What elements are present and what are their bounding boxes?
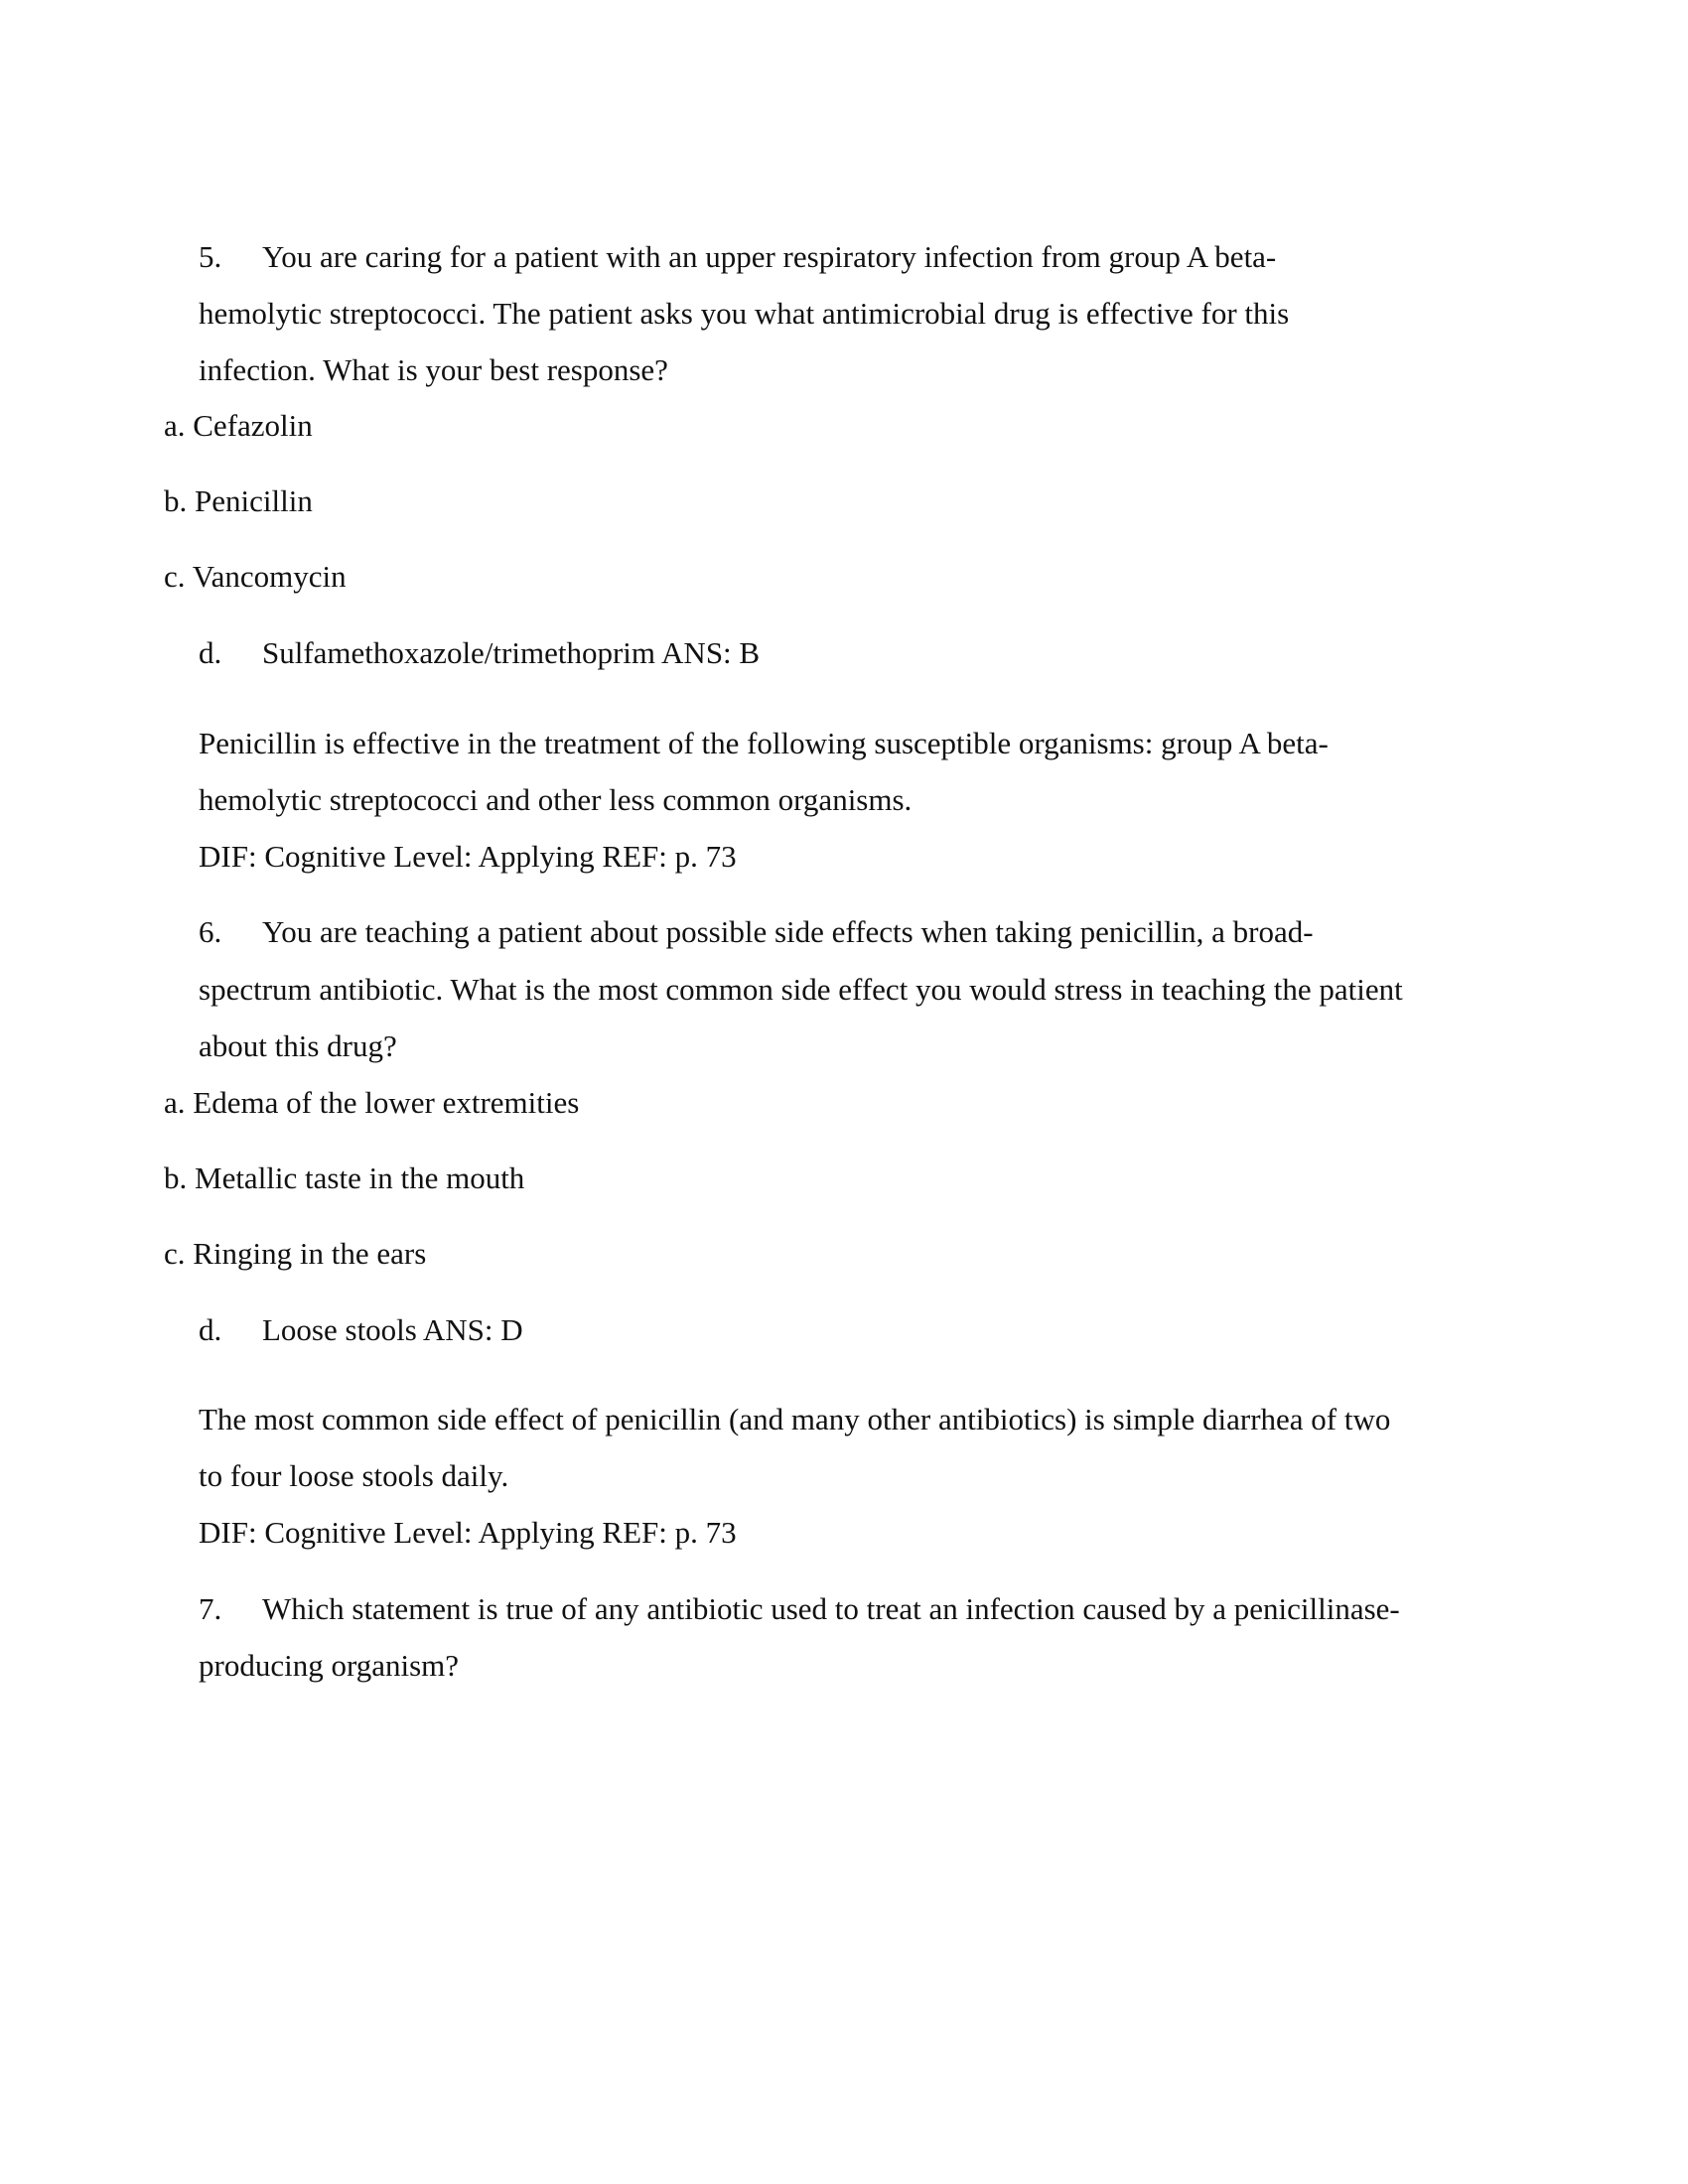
question-6-number: 6. [199, 914, 222, 949]
question-5-stem-line-2: hemolytic streptococci. The patient asks you what antimicrobial drug is effective for this [199, 296, 1290, 331]
question-5-option-c: c. Vancomycin [164, 559, 347, 594]
question-5-stem-line-3: infection. What is your best response? [199, 352, 668, 387]
question-6-rationale-line-2: to four loose stools daily. [199, 1458, 509, 1493]
question-5-rationale-line-1: Penicillin is effective in the treatment of the following susceptible organisms: group A beta- [199, 726, 1329, 760]
question-6-option-c: c. Ringing in the ears [164, 1236, 427, 1271]
question-5-option-d [199, 637, 760, 668]
question-7-stem-line-1 [199, 1593, 1400, 1624]
question-5-stem-text: You are caring for a patient with an upper respiratory infection from group A beta- [262, 239, 1277, 274]
question-5-option-b: b. Penicillin [164, 483, 313, 518]
question-6-dif-ref: DIF: Cognitive Level: Applying REF: p. 73 [199, 1515, 737, 1550]
question-6-rationale-line-1: The most common side effect of penicillin (and many other antibiotics) is simple diarrhea of two [199, 1402, 1391, 1436]
question-6-stem-text: You are teaching a patient about possible side effects when taking penicillin, a broad- [262, 914, 1314, 949]
question-6-stem-line-1 [199, 916, 1314, 947]
question-6-option-b: b. Metallic taste in the mouth [164, 1160, 525, 1195]
question-5-number: 5. [199, 239, 222, 274]
question-6-stem-line-2: spectrum antibiotic. What is the most common side effect you would stress in teaching the patient [199, 972, 1403, 1007]
question-7-stem-line-2: producing organism? [199, 1648, 460, 1683]
question-6-option-d-letter: d. [199, 1312, 222, 1347]
question-6-option-a: a. Edema of the lower extremities [164, 1085, 580, 1120]
question-6-stem-line-3: about this drug? [199, 1028, 397, 1063]
question-5-option-d-text: Sulfamethoxazole/trimethoprim ANS: B [262, 635, 761, 670]
question-5-option-d-letter: d. [199, 635, 222, 670]
question-5-dif-ref: DIF: Cognitive Level: Applying REF: p. 73 [199, 839, 737, 874]
question-6-option-d-text: Loose stools ANS: D [262, 1312, 523, 1347]
question-6-option-d [199, 1314, 523, 1345]
question-5-stem-line-1 [199, 241, 1276, 272]
question-5-rationale-line-2: hemolytic streptococci and other less common organisms. [199, 782, 913, 817]
question-7-stem-text: Which statement is true of any antibiotic used to treat an infection caused by a penicillinase- [262, 1591, 1400, 1626]
question-7-number: 7. [199, 1591, 222, 1626]
question-5-option-a: a. Cefazolin [164, 408, 313, 443]
